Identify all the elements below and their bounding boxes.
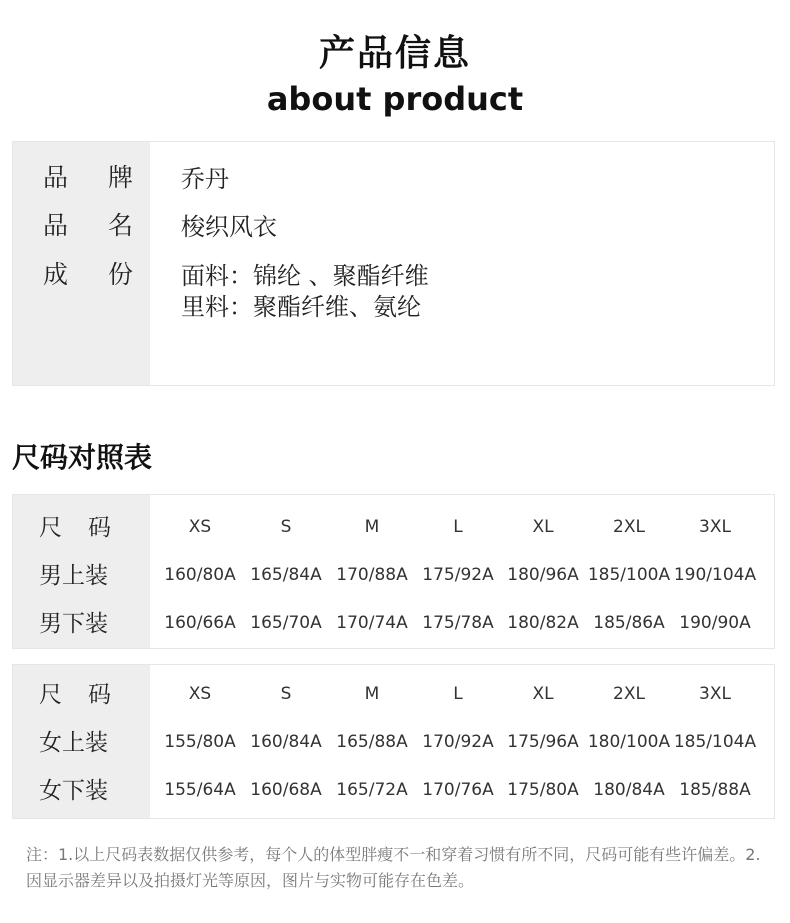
- size-header-cell: S: [280, 684, 292, 704]
- size-header-cell: XS: [188, 517, 212, 537]
- brand-value: 乔丹: [181, 165, 229, 193]
- size-header-cell: L: [453, 517, 463, 537]
- size-header-cell: M: [364, 684, 380, 704]
- size-cell: 170/74A: [336, 613, 408, 633]
- size-header-cell: 3XL: [699, 684, 731, 704]
- footnote: 注：1.以上尺码表数据仅供参考，每个人的体型胖瘦不一和穿着习惯有所不同，尺码可能有些许偏差。2.因显示器差异以及拍摄灯光等原因，图片与实物可能存在色差。: [26, 845, 761, 890]
- size-cell: 165/70A: [250, 613, 322, 633]
- men-bottom-label: 男下装: [39, 611, 108, 637]
- composition-line2: 里料：聚酯纤维、氨纶: [181, 293, 421, 321]
- size-cell: 155/64A: [164, 780, 236, 800]
- size-cell: 160/66A: [164, 613, 236, 633]
- size-header-cell: XL: [532, 684, 554, 704]
- size-cell: 170/88A: [336, 565, 408, 585]
- size-cell: 185/100A: [587, 565, 671, 585]
- size-cell: 190/90A: [679, 613, 751, 633]
- size-header-cell: 2XL: [613, 517, 645, 537]
- size-header-cell: 3XL: [699, 517, 731, 537]
- size-cell: 175/78A: [422, 613, 494, 633]
- size-cell: 160/80A: [164, 565, 236, 585]
- size-cell: 175/96A: [507, 732, 579, 752]
- size-header-cell: M: [364, 517, 380, 537]
- size-chart-title: 尺码对照表: [12, 441, 153, 474]
- women-top-label: 女上装: [39, 730, 108, 756]
- women-size-table: [12, 664, 775, 819]
- size-cell: 170/92A: [422, 732, 494, 752]
- size-cell: 190/104A: [673, 565, 757, 585]
- size-cell: 185/86A: [593, 613, 665, 633]
- size-header-cell: S: [280, 517, 292, 537]
- name-label: 品 名: [43, 211, 133, 240]
- composition-line1: 面料：锦纶 、聚酯纤维: [181, 262, 429, 290]
- size-cell: 175/80A: [507, 780, 579, 800]
- size-label: 尺 码: [39, 515, 111, 541]
- women-bottom-label: 女下装: [39, 778, 108, 804]
- name-value: 梭织风衣: [181, 213, 277, 241]
- size-label: 尺 码: [39, 682, 111, 708]
- size-header-cell: XS: [188, 684, 212, 704]
- page-subtitle: about product: [266, 80, 524, 118]
- size-cell: 180/84A: [593, 780, 665, 800]
- page-title: 产品信息: [318, 33, 471, 74]
- size-cell: 170/76A: [422, 780, 494, 800]
- men-size-table: [12, 494, 775, 649]
- size-cell: 165/84A: [250, 565, 322, 585]
- size-cell: 185/88A: [679, 780, 751, 800]
- size-header-cell: XL: [532, 517, 554, 537]
- size-cell: 155/80A: [164, 732, 236, 752]
- size-header-cell: L: [453, 684, 463, 704]
- size-cell: 165/72A: [336, 780, 408, 800]
- composition-label: 成 份: [43, 260, 133, 289]
- size-cell: 180/96A: [507, 565, 579, 585]
- size-cell: 160/84A: [250, 732, 322, 752]
- men-top-label: 男上装: [39, 563, 108, 589]
- size-header-cell: 2XL: [613, 684, 645, 704]
- size-cell: 175/92A: [422, 565, 494, 585]
- size-cell: 180/100A: [587, 732, 671, 752]
- size-cell: 185/104A: [673, 732, 757, 752]
- brand-label: 品 牌: [43, 163, 133, 192]
- size-cell: 165/88A: [336, 732, 408, 752]
- size-cell: 160/68A: [250, 780, 322, 800]
- product-info-table: [12, 141, 775, 386]
- size-cell: 180/82A: [507, 613, 579, 633]
